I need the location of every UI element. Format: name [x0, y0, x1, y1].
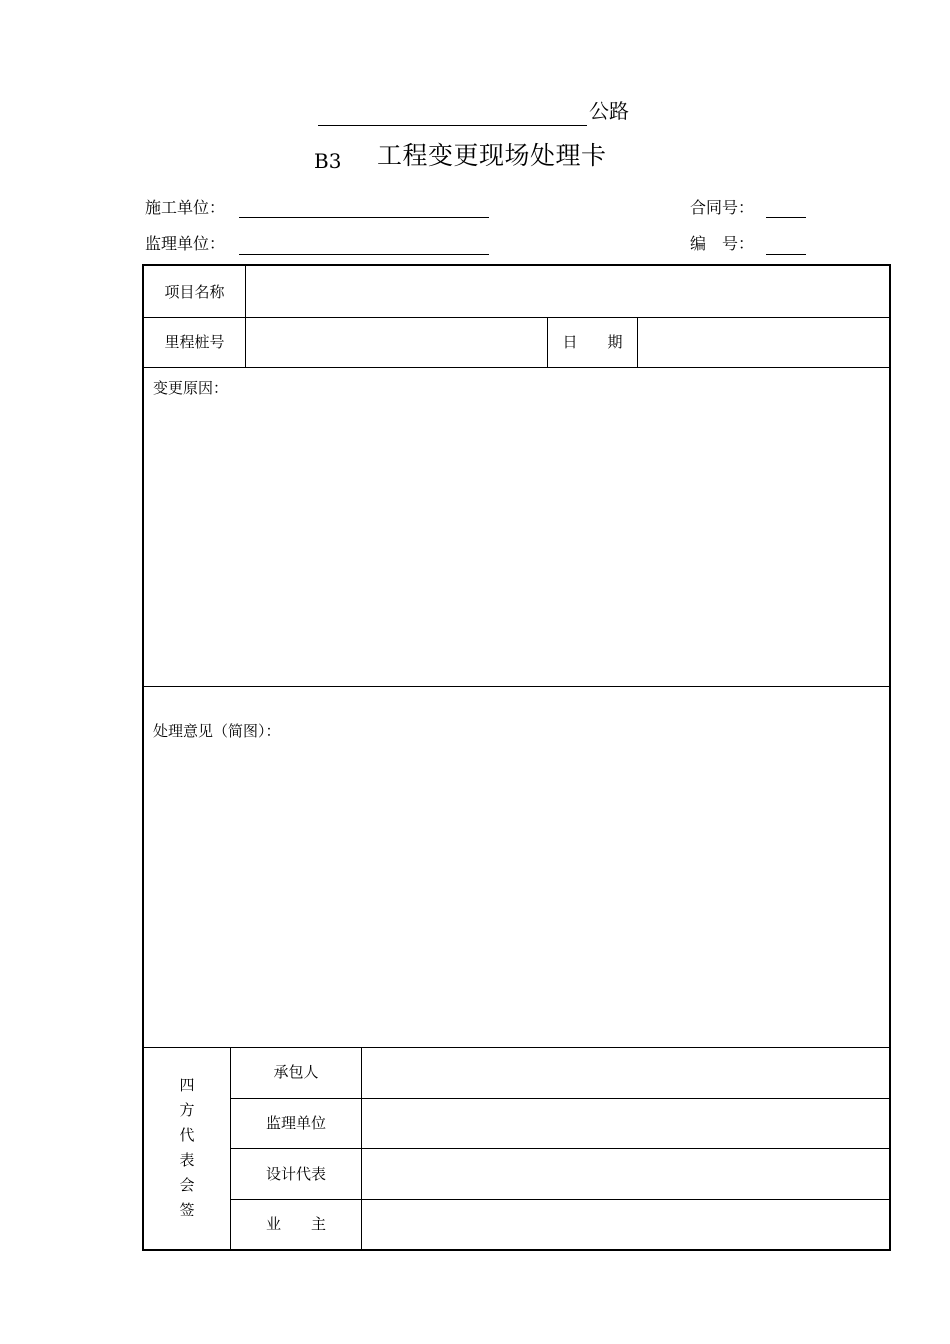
mileage-label: 里程桩号	[164, 333, 225, 351]
supervisor-label: 监理单位：	[145, 234, 226, 253]
handling-opinion-label: 处理意见（简图）：	[153, 722, 281, 740]
road-suffix: 公路	[589, 99, 629, 123]
row-divider	[144, 686, 889, 687]
form-code: B3	[314, 149, 342, 173]
contract-number-label: 合同号：	[690, 198, 755, 217]
signature-supervisor-field[interactable]	[362, 1099, 889, 1148]
signature-role-contractor: 承包人	[273, 1063, 319, 1081]
signature-contractor-field[interactable]	[362, 1048, 889, 1098]
road-name-blank[interactable]	[318, 125, 587, 126]
mileage-input[interactable]	[246, 318, 547, 367]
serial-number-field[interactable]	[766, 254, 806, 255]
contractor-label: 施工单位：	[145, 198, 226, 217]
change-form-table	[142, 264, 891, 1251]
signature-owner-field[interactable]	[362, 1200, 889, 1249]
handling-opinion-area[interactable]	[144, 742, 889, 1047]
change-reason-label: 变更原因：	[153, 379, 229, 397]
project-name-label: 项目名称	[164, 283, 225, 301]
signature-group-label: 四方代表会签	[179, 1076, 195, 1219]
row-divider	[144, 367, 889, 368]
signature-role-owner: 业 主	[265, 1215, 326, 1233]
project-name-input[interactable]	[246, 266, 889, 317]
change-reason-area[interactable]	[144, 398, 889, 686]
contract-number-field[interactable]	[766, 217, 806, 218]
signature-designer-field[interactable]	[362, 1149, 889, 1199]
contractor-field[interactable]	[239, 217, 489, 218]
signature-role-designer: 设计代表	[265, 1165, 326, 1183]
date-input[interactable]	[638, 318, 889, 367]
serial-number-label: 编 号：	[690, 234, 755, 253]
signature-role-supervisor: 监理单位	[265, 1114, 326, 1132]
supervisor-field[interactable]	[239, 254, 489, 255]
page-title: 工程变更现场处理卡	[377, 141, 607, 170]
date-label: 日 期	[562, 333, 623, 351]
